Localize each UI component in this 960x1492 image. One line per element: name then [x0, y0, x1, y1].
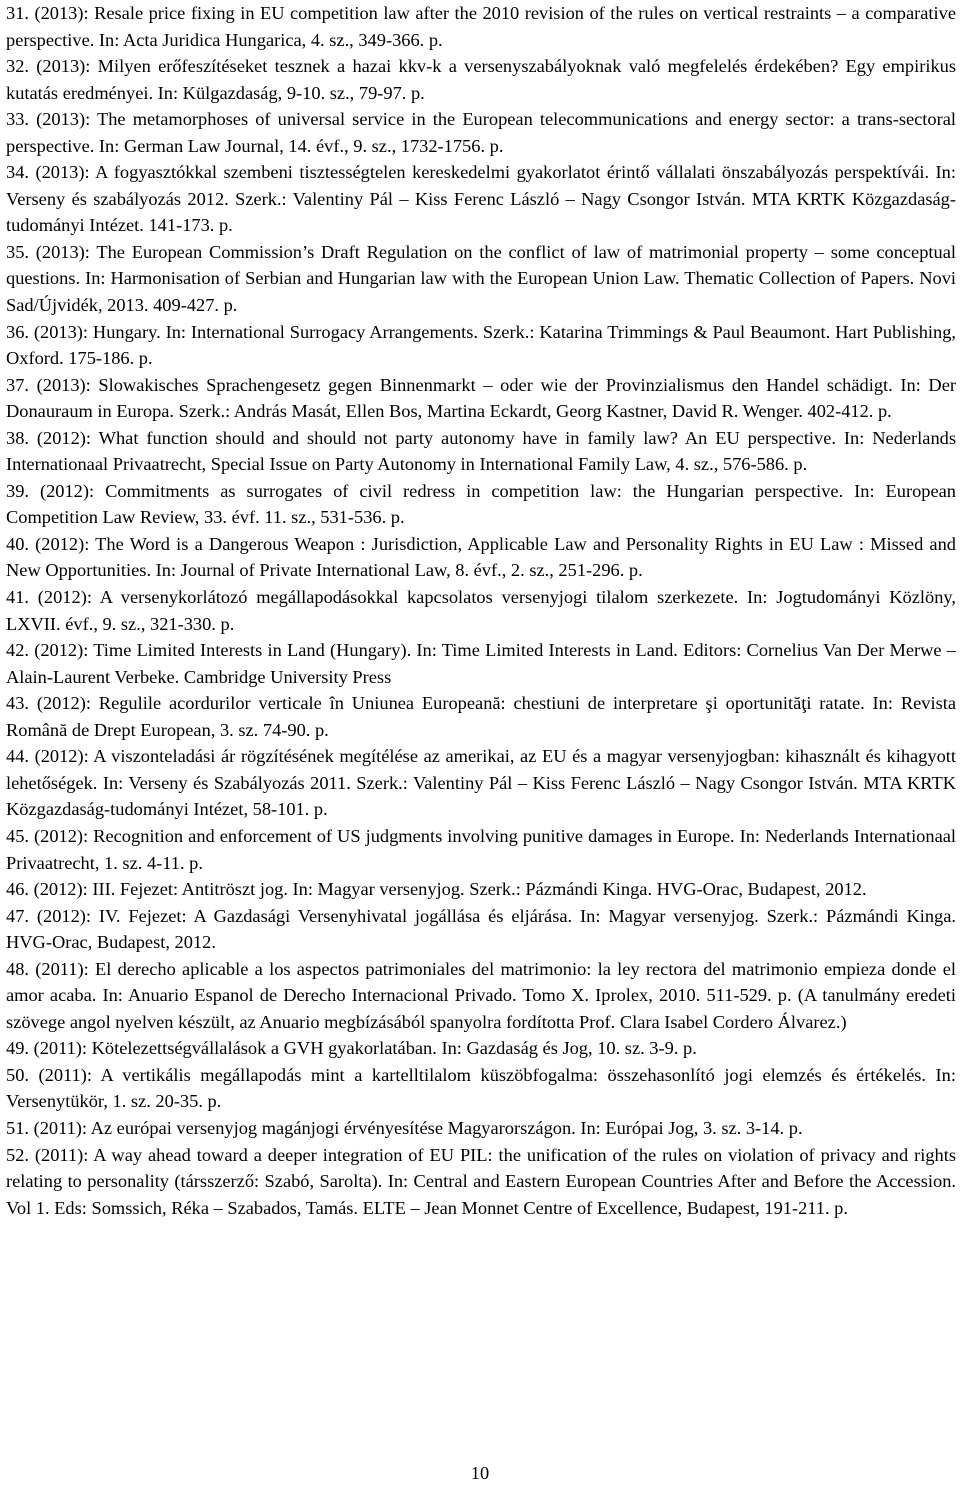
- bibliography-list: [6, 0, 956, 1221]
- page-number: 10: [470, 1463, 490, 1483]
- bibliography-entry-51: 51. (2011): Az európai versenyjog magánjogi érvényesítése Magyarországon. In: Európai Jog, 3. sz. 3-14. p.: [6, 1117, 803, 1138]
- bibliography-entry-37: 37. (2013): Slowakisches Sprachengesetz gegen Binnenmarkt – oder wie der Provinzialismus den Handel schädigt. In: Der Donauraum in Europa. Szerk.: András Masát, Ellen Bos, Martina Eckardt, Georg Kastner, David R. Wenger. 402-412. p.: [6, 374, 956, 422]
- bibliography-entry-52: 52. (2011): A way ahead toward a deeper integration of EU PIL: the unification of the rules on violation of privacy and rights relating to personality (társszerző: Szabó, Sarolta). In: Central and Eastern European Countries After and Before the Accession. Vol 1. Eds: Somssich, Réka – Szabados, Tamás. ELTE – Jean Monnet Centre of Excellence, Budapest, 191-211. p.: [6, 1144, 956, 1218]
- bibliography-entry-50: 50. (2011): A vertikális megállapodás mint a kartelltilalom küszöbfogalma: összehasonlító jogi elemzés és értékelés. In: Versenytükör, 1. sz. 20-35. p.: [6, 1064, 956, 1112]
- bibliography-entry-33: 33. (2013): The metamorphoses of universal service in the European telecommunications and energy sector: a trans-sectoral perspective. In: German Law Journal, 14. évf., 9. sz., 1732-1756. p.: [6, 109, 956, 156]
- bibliography-entry-31: 31. (2013): Resale price fixing in EU competition law after the 2010 revision of the rules on vertical restraints – a comparative perspective. In: Acta Juridica Hungarica, 4. sz., 349-366. p.: [6, 3, 956, 50]
- bibliography-entry-38: 38. (2012): What function should and should not party autonomy have in family law? An EU perspective. In: Nederlands Internationaal Privaatrecht, Special Issue on Party Autonomy in International Family Law, 4. sz., 576-586. p.: [6, 427, 956, 475]
- bibliography-entry-39: 39. (2012): Commitments as surrogates of civil redress in competition law: the Hungarian perspective. In: European Competition Law Review, 33. évf. 11. sz., 531-536. p.: [6, 480, 956, 528]
- bibliography-entry-43: 43. (2012): Regulile acordurilor verticale în Uniunea Europeană: chestiuni de interpretare şi oportunităţi ratate. In: Revista Română de Drept European, 3. sz. 74-90. p.: [6, 693, 956, 740]
- bibliography-entry-36: 36. (2013): Hungary. In: International Surrogacy Arrangements. Szerk.: Katarina Trimmings & Paul Beaumont. Hart Publishing, Oxford. 175-186. p.: [6, 321, 956, 369]
- bibliography-entry-42: 42. (2012): Time Limited Interests in Land (Hungary). In: Time Limited Interests in Land. Editors: Cornelius Van Der Merwe – Alain-Laurent Verbeke. Cambridge University Press: [6, 640, 956, 687]
- bibliography-entry-47: 47. (2012): IV. Fejezet: A Gazdasági Versenyhivatal jogállása és eljárása. In: Magyar versenyjog. Szerk.: Pázmándi Kinga. HVG-Orac, Budapest, 2012.: [6, 905, 956, 953]
- bibliography-entry-49: 49. (2011): Kötelezettségvállalások a GVH gyakorlatában. In: Gazdaság és Jog, 10. sz. 3-9. p.: [6, 1038, 697, 1059]
- bibliography-entry-34: 34. (2013): A fogyasztókkal szembeni tisztességtelen kereskedelmi gyakorlatot érintő vállalati önszabályozás perspektívái. In: Verseny és szabályozás 2012. Szerk.: Valentiny Pál – Kiss Ferenc László – Nagy Csongor István. MTA KRTK Közgazdaság-tudományi Intézet. 141-173. p.: [6, 162, 956, 236]
- bibliography-entry-48: 48. (2011): El derecho aplicable a los aspectos patrimoniales del matrimonio: la ley rectora del matrimonio empieza donde el amor acaba. In: Anuario Espanol de Derecho Internacional Privado. Tomo X. Iprolex, 2010. 511-529. p. (A tanulmány eredeti szövege angol nyelven készült, az Anuario megbízásából spanyolra fordította Prof. Clara Isabel Cordero Álvarez.): [6, 958, 956, 1032]
- bibliography-entry-40: 40. (2012): The Word is a Dangerous Weapon : Jurisdiction, Applicable Law and Personality Rights in EU Law : Missed and New Opportunities. In: Journal of Private International Law, 8. évf., 2. sz., 251-296. p.: [6, 533, 956, 581]
- bibliography-entry-46: 46. (2012): III. Fejezet: Antitröszt jog. In: Magyar versenyjog. Szerk.: Pázmándi Kinga. HVG-Orac, Budapest, 2012.: [6, 879, 867, 900]
- bibliography-entry-41: 41. (2012): A versenykorlátozó megállapodásokkal kapcsolatos versenyjogi tilalom szerkezete. In: Jogtudományi Közlöny, LXVII. évf., 9. sz., 321-330. p.: [6, 587, 956, 634]
- bibliography-entry-45: 45. (2012): Recognition and enforcement of US judgments involving punitive damages in Europe. In: Nederlands Internationaal Privaatrecht, 1. sz. 4-11. p.: [6, 825, 956, 873]
- bibliography-entry-35: 35. (2013): The European Commission’s Draft Regulation on the conflict of law of matrimonial property – some conceptual questions. In: Harmonisation of Serbian and Hungarian law with the European Union Law. Thematic Collection of Papers. Novi Sad/Újvidék, 2013. 409-427. p.: [6, 241, 956, 316]
- bibliography-entry-44: 44. (2012): A viszonteladási ár rögzítésének megítélése az amerikai, az EU és a magyar versenyjogban: kihasznált és kihagyott lehetőségek. In: Verseny és Szabályozás 2011. Szerk.: Valentiny Pál – Kiss Ferenc László – Nagy Csongor István. MTA KRTK Közgazdaság-tudományi Intézet, 58-101. p.: [6, 746, 956, 820]
- bibliography-entry-32: 32. (2013): Milyen erőfeszítéseket tesznek a hazai kkv-k a versenyszabályoknak való megfelelés érdekében? Egy empirikus kutatás eredményei. In: Külgazdaság, 9-10. sz., 79-97. p.: [6, 56, 956, 103]
